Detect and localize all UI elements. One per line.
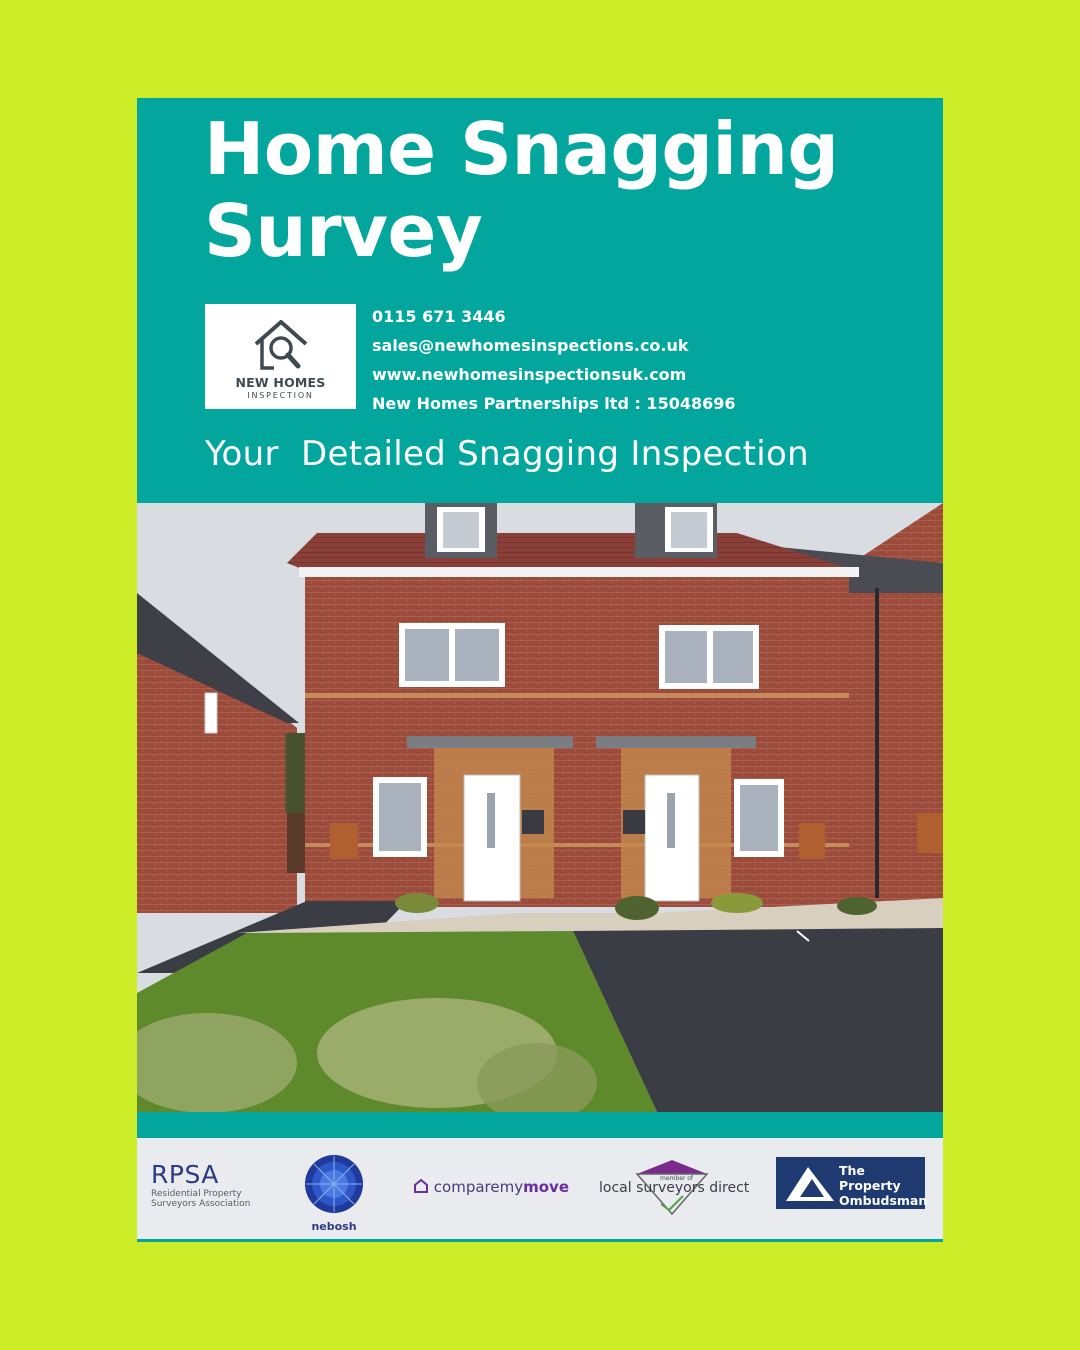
title-line-1: Home Snagging: [204, 107, 839, 191]
logo-name: NEW HOMES: [235, 375, 326, 390]
phone-number[interactable]: 0115 671 3446: [372, 307, 506, 326]
ombudsman-triangle-icon: [782, 1161, 838, 1205]
house-photo: [137, 503, 943, 1112]
lsd-member-text: member of: [660, 1175, 694, 1182]
lsd-wordmark: local surveyors direct: [599, 1180, 750, 1196]
page-title: [204, 108, 838, 272]
cmm-word-3: move: [523, 1178, 569, 1196]
email-address[interactable]: sales@newhomesinspections.co.uk: [372, 336, 689, 355]
cmm-word-1: compare: [433, 1178, 500, 1196]
accreditation-logos: [137, 1138, 943, 1240]
rpsa-line-1: Residential Property: [151, 1189, 242, 1199]
company-registration: New Homes Partnerships ltd : 15048696: [372, 394, 736, 413]
nebosh-globe-icon: [304, 1154, 364, 1214]
comparemymove-logo: [413, 1178, 569, 1196]
nebosh-logo: [303, 1154, 365, 1233]
house-icon: [413, 1178, 429, 1194]
house-magnifier-icon: [252, 318, 310, 372]
bottom-border: [137, 1239, 943, 1242]
rpsa-wordmark: RPSA: [151, 1160, 219, 1189]
cmm-word-2: my: [499, 1178, 524, 1196]
teal-divider: [137, 1112, 943, 1138]
ombudsman-text: [839, 1163, 927, 1208]
title-line-2: Survey: [204, 189, 483, 273]
logo-subtitle: INSPECTION: [247, 391, 314, 400]
rpsa-logo: [151, 1160, 250, 1209]
brochure-header: [137, 98, 943, 503]
rpsa-line-2: Surveyors Association: [151, 1199, 251, 1209]
ombudsman-line-1: The Property: [839, 1163, 901, 1193]
ombudsman-line-2: Ombudsman: [839, 1193, 928, 1208]
local-surveyors-direct-logo: [599, 1158, 750, 1222]
property-ombudsman-logo: [776, 1157, 928, 1209]
company-logo: [205, 304, 356, 409]
brochure-card: [137, 98, 943, 1242]
contact-details: [372, 302, 736, 418]
page-subtitle: Your Detailed Snagging Inspection: [205, 434, 809, 474]
nebosh-wordmark: nebosh: [311, 1220, 357, 1233]
website-address[interactable]: www.newhomesinspectionsuk.com: [372, 365, 687, 384]
